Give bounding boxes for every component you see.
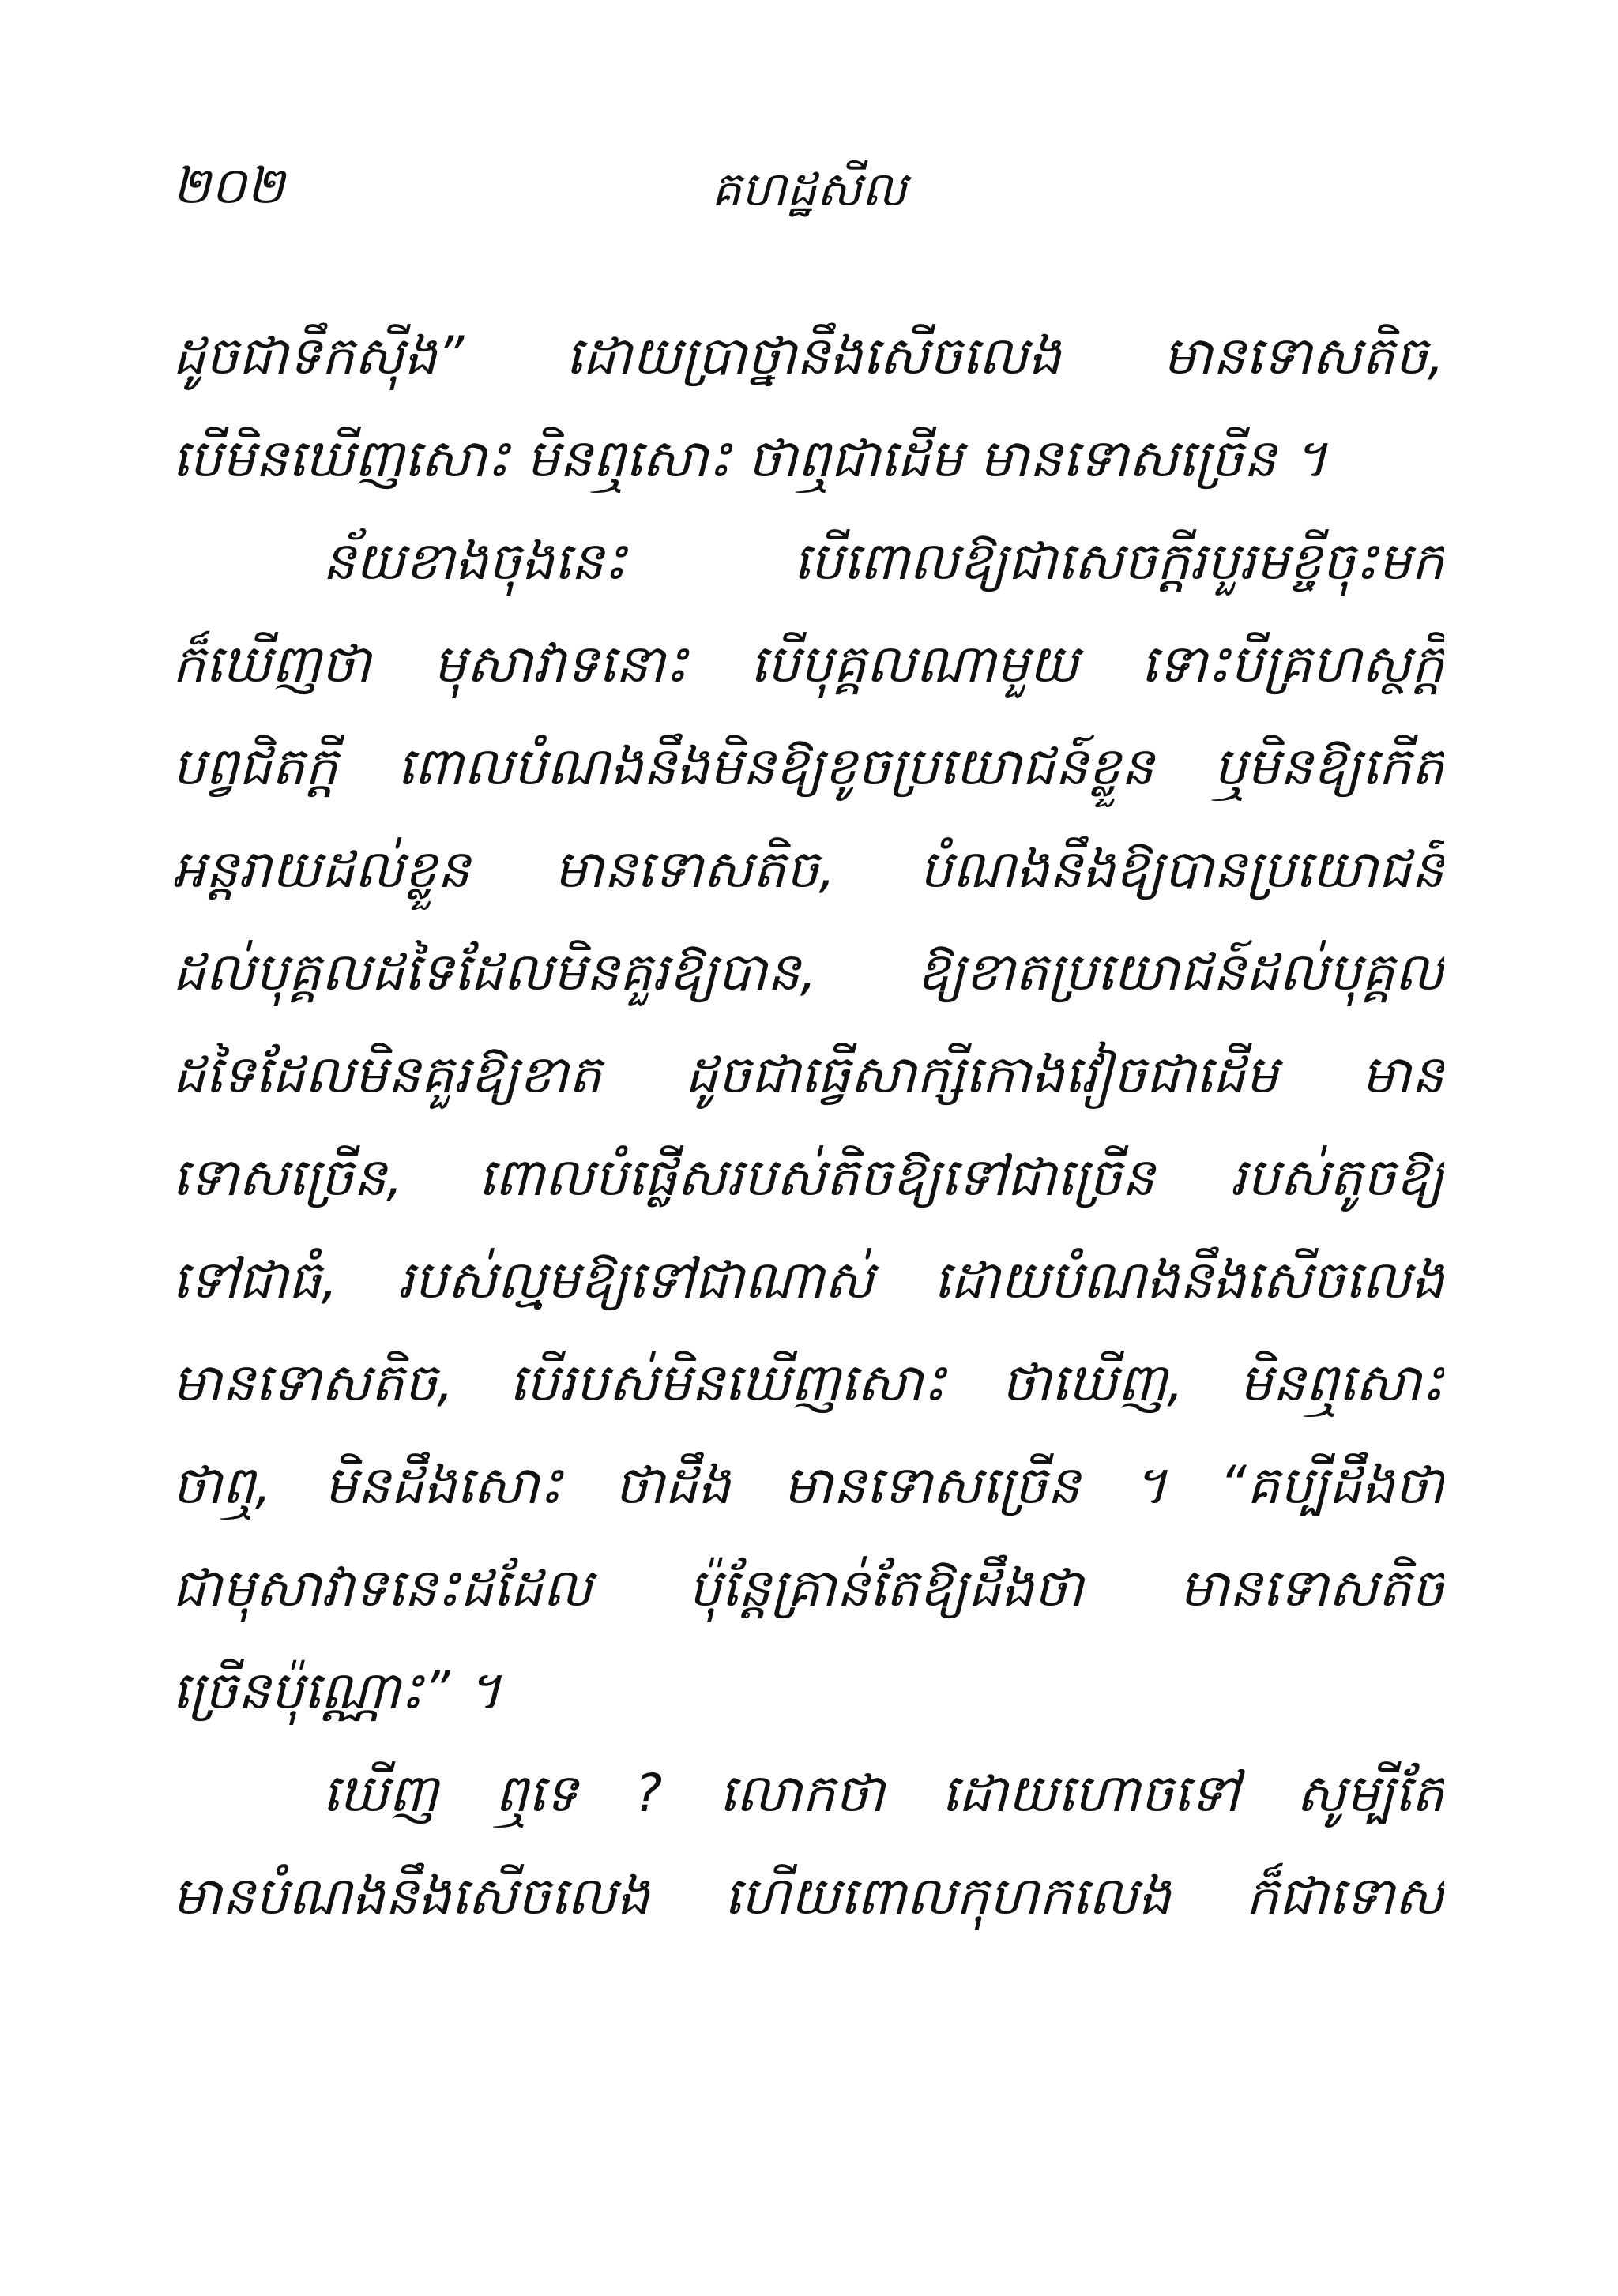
text-line: ដល់បុគ្គលដទៃដែលមិនគួរឱ្យបាន, ឱ្យខាតប្រយោជន៍ដល់បុគ្គល [172,941,1444,1002]
text-line: ទោសច្រើន, ពោលបំផ្លើសរបស់តិចឱ្យទៅជាច្រើន របស់តូចឱ្យ [172,1147,1444,1208]
text-line: ទៅជាធំ, របស់ល្មមឱ្យទៅជាណាស់ ដោយបំណងនឹងសើចលេង [172,1249,1444,1310]
text-line: ជាមុសាវាទនេះដដែល ប៉ុន្តែគ្រាន់តែឱ្យដឹងថា មានទោសតិច [172,1558,1444,1618]
text-line: បព្វជិតក្តី ពោលបំណងនឹងមិនឱ្យខូចប្រយោជន៍ខ្លួន ឬមិនឱ្យកើត [172,736,1444,797]
text-line: ដូចជាទឹកស៊ីង” ដោយប្រាថ្នានឹងសើចលេង មានទោសតិច, [172,325,1444,386]
text-line: អន្តរាយដល់ខ្លួន មានទោសតិច, បំណងនឹងឱ្យបានប្រយោជន៍ [172,839,1444,900]
body-text [172,305,1444,1948]
text-line: មានទោសតិច, បើរបស់មិនឃើញសោះ ថាឃើញ, មិនឮសោះ [172,1352,1444,1413]
text-line: មានបំណងនឹងសើចលេង ហើយពោលកុហកលេង ក៏ជាទោស [172,1866,1444,1926]
text-line: ច្រើនប៉ុណ្ណោះ” ។ [172,1660,502,1721]
text-line: ដទៃដែលមិនគួរឱ្យខាត ដូចជាធ្វើសាក្សីកោងវៀចជាដើម មាន [172,1044,1444,1105]
text-line: ន័យខាងចុងនេះ បើពោលឱ្យជាសេចក្តីរបួរមខ្ចីចុះមក [322,531,1444,592]
page-number: ២០២ [172,157,285,216]
text-line: ថាឮ, មិនដឹងសោះ ថាដឹង មានទោសច្រើន ។ “គប្បីដឹងថា [172,1455,1444,1516]
text-line: ឃើញ ឮទេ ? លោកថា ដោយហោចទៅ សូម្បីតែ [322,1763,1444,1824]
text-line: ក៏ឃើញថា មុសាវាទនោះ បើបុគ្គលណាមួយ ទោះបីគ្រហស្ថក្តី [172,633,1444,694]
running-head: គហដ្ឋសីល [711,162,907,217]
text-line: បើមិនឃើញសោះ មិនឮសោះ ថាឮជាដើម មានទោសច្រើន ។ [172,428,1327,489]
